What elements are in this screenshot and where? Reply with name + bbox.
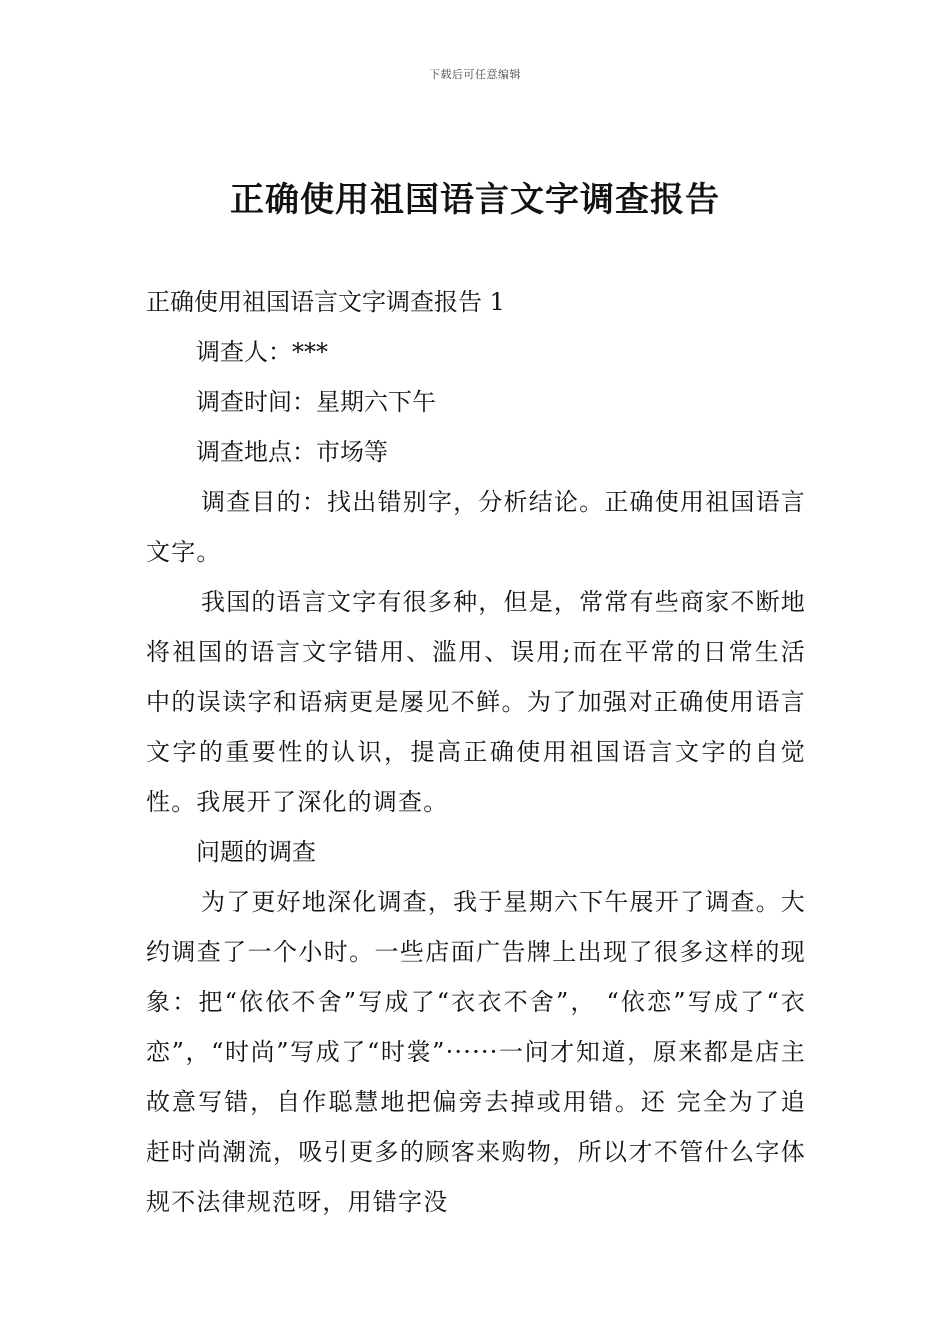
survey-location-field: 调查地点：市场等 <box>196 438 388 466</box>
survey-paragraph: 为了更好地深化调查，我于星期六下午展开了调查。大约调查了一个小时。一些店面广告牌上出现了很多这样的现象：把“依依不舍”写成了“衣衣不舍”， “依恋”写成了“衣恋”，“时尚”写成了“时裳”······一问才知道，原来都是店主故意写错，自作聪慧地把偏旁去掉或用错。还 完全为了追赶时尚潮流，吸引更多的顾客来购物，所以才不管什么字体规不法律规范呀，用错字没 <box>146 888 806 1216</box>
intro-paragraph: 我国的语言文字有很多种，但是，常常有些商家不断地将祖国的语言文字错用、滥用、误用;而在平常的日常生活中的误读字和语病更是屡见不鲜。为了加强对正确使用语言文字的重要性的认识，提高正确使用祖国语言文字的自觉性。我展开了深化的调查。 <box>146 588 806 816</box>
document-title: 正确使用祖国语言文字调查报告 <box>230 180 720 220</box>
header-note: 下载后可任意编辑 <box>429 68 521 81</box>
purpose-paragraph: 调查目的：找出错别字，分析结论。正确使用祖国语言文字。 <box>146 488 806 566</box>
section-heading: 问题的调查 <box>196 838 316 866</box>
document-body <box>146 277 806 1227</box>
investigator-field: 调查人：*** <box>196 338 328 366</box>
survey-time-field: 调查时间：星期六下午 <box>196 388 436 416</box>
report-subtitle: 正确使用祖国语言文字调查报告 1 <box>146 288 505 316</box>
